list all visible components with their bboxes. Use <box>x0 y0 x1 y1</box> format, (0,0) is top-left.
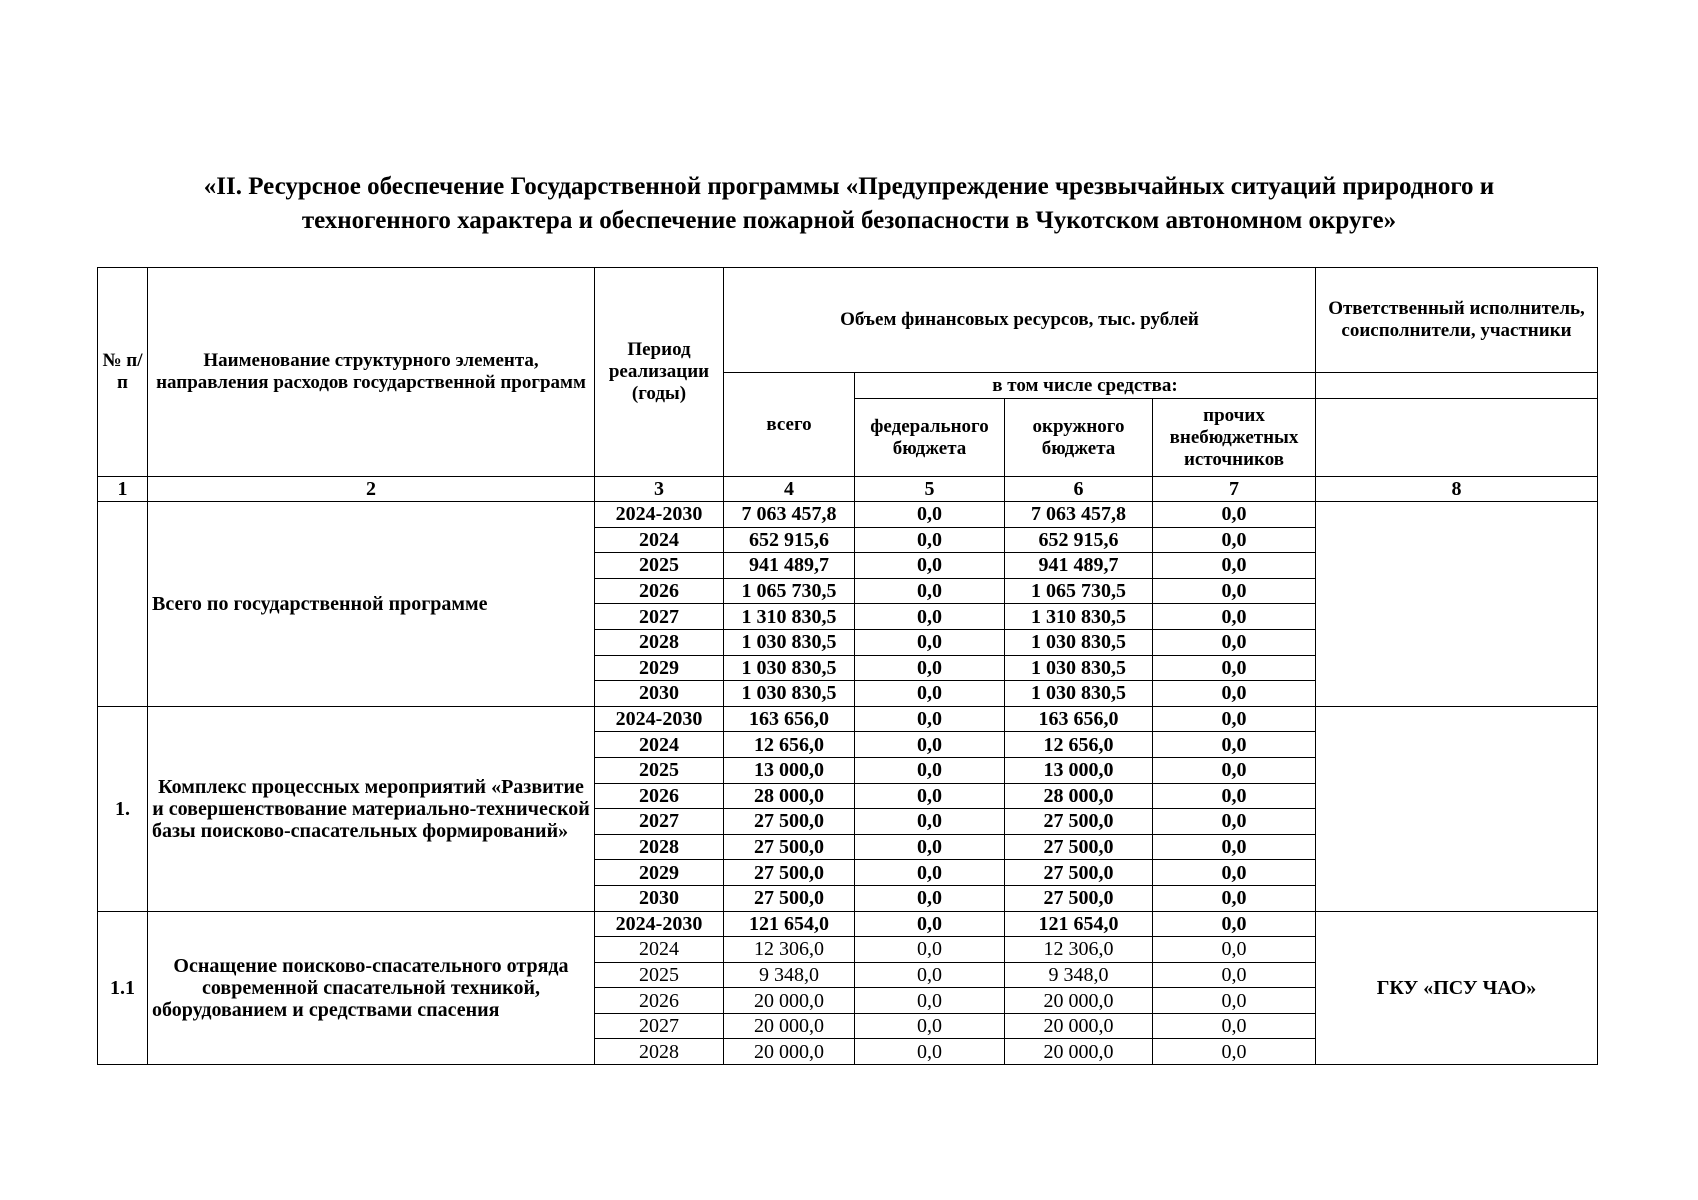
total-cell: 27 500,0 <box>724 860 855 886</box>
table-row <box>98 502 1598 528</box>
row-index: 1. <box>98 706 148 911</box>
federal-cell: 0,0 <box>855 553 1005 579</box>
col-number: 7 <box>1153 477 1316 502</box>
district-cell: 1 030 830,5 <box>1005 629 1153 655</box>
document-title <box>60 170 1638 238</box>
district-cell: 12 306,0 <box>1005 937 1153 963</box>
column-numbers-row <box>98 477 1598 502</box>
period-cell: 2025 <box>595 962 724 988</box>
other-cell: 0,0 <box>1153 629 1316 655</box>
total-cell: 163 656,0 <box>724 706 855 732</box>
federal-cell: 0,0 <box>855 578 1005 604</box>
col-number: 3 <box>595 477 724 502</box>
period-cell: 2024 <box>595 937 724 963</box>
col-number: 1 <box>98 477 148 502</box>
district-cell: 12 656,0 <box>1005 732 1153 758</box>
table-row <box>98 911 1598 937</box>
period-cell: 2027 <box>595 1013 724 1039</box>
period-cell: 2029 <box>595 655 724 681</box>
district-cell: 27 500,0 <box>1005 860 1153 886</box>
title-line-2: техногенного характера и обеспечение пожарной безопасности в Чукотском автономном округе» <box>301 207 1397 234</box>
period-cell: 2030 <box>595 885 724 911</box>
other-cell: 0,0 <box>1153 527 1316 553</box>
total-cell: 9 348,0 <box>724 962 855 988</box>
other-cell: 0,0 <box>1153 783 1316 809</box>
header-district: окружного бюджета <box>1005 399 1153 477</box>
federal-cell: 0,0 <box>855 502 1005 528</box>
other-cell: 0,0 <box>1153 578 1316 604</box>
other-cell: 0,0 <box>1153 911 1316 937</box>
federal-cell: 0,0 <box>855 809 1005 835</box>
other-cell: 0,0 <box>1153 655 1316 681</box>
period-cell: 2024 <box>595 527 724 553</box>
header-responsible: Ответственный исполнитель, соисполнители, участники <box>1316 268 1598 373</box>
federal-cell: 0,0 <box>855 1039 1005 1065</box>
federal-cell: 0,0 <box>855 937 1005 963</box>
other-cell: 0,0 <box>1153 809 1316 835</box>
other-cell: 0,0 <box>1153 962 1316 988</box>
district-cell: 7 063 457,8 <box>1005 502 1153 528</box>
other-cell: 0,0 <box>1153 885 1316 911</box>
period-cell: 2025 <box>595 553 724 579</box>
district-cell: 28 000,0 <box>1005 783 1153 809</box>
period-cell: 2026 <box>595 988 724 1014</box>
header-including: в том числе средства: <box>855 373 1316 399</box>
other-cell: 0,0 <box>1153 553 1316 579</box>
federal-cell: 0,0 <box>855 629 1005 655</box>
total-cell: 12 656,0 <box>724 732 855 758</box>
district-cell: 163 656,0 <box>1005 706 1153 732</box>
other-cell: 0,0 <box>1153 706 1316 732</box>
total-cell: 1 310 830,5 <box>724 604 855 630</box>
element-name: Оснащение поисково-спасательного отряда современной спасательной техникой, оборудованием и средствами спасения <box>148 911 595 1065</box>
federal-cell: 0,0 <box>855 885 1005 911</box>
responsible-executor <box>1316 502 1598 707</box>
col-number: 2 <box>148 477 595 502</box>
header-period: Период реализации (годы) <box>595 268 724 477</box>
total-cell: 20 000,0 <box>724 1039 855 1065</box>
total-cell: 652 915,6 <box>724 527 855 553</box>
period-cell: 2026 <box>595 578 724 604</box>
total-cell: 12 306,0 <box>724 937 855 963</box>
total-cell: 1 030 830,5 <box>724 681 855 707</box>
federal-cell: 0,0 <box>855 732 1005 758</box>
resource-table <box>97 267 1598 1065</box>
other-cell: 0,0 <box>1153 937 1316 963</box>
total-cell: 27 500,0 <box>724 885 855 911</box>
period-cell: 2026 <box>595 783 724 809</box>
total-cell: 941 489,7 <box>724 553 855 579</box>
other-cell: 0,0 <box>1153 681 1316 707</box>
period-cell: 2025 <box>595 757 724 783</box>
other-cell: 0,0 <box>1153 1013 1316 1039</box>
district-cell: 9 348,0 <box>1005 962 1153 988</box>
district-cell: 27 500,0 <box>1005 885 1153 911</box>
district-cell: 652 915,6 <box>1005 527 1153 553</box>
federal-cell: 0,0 <box>855 655 1005 681</box>
district-cell: 20 000,0 <box>1005 988 1153 1014</box>
federal-cell: 0,0 <box>855 962 1005 988</box>
col-number: 4 <box>724 477 855 502</box>
other-cell: 0,0 <box>1153 604 1316 630</box>
responsible-executor <box>1316 706 1598 911</box>
other-cell: 0,0 <box>1153 860 1316 886</box>
other-cell: 0,0 <box>1153 502 1316 528</box>
header-name: Наименование структурного элемента, направления расходов государственной программ <box>148 268 595 477</box>
header-federal: федерального бюджета <box>855 399 1005 477</box>
row-index: 1.1 <box>98 911 148 1065</box>
total-cell: 20 000,0 <box>724 1013 855 1039</box>
period-cell: 2024 <box>595 732 724 758</box>
period-cell: 2027 <box>595 604 724 630</box>
row-index <box>98 502 148 707</box>
other-cell: 0,0 <box>1153 988 1316 1014</box>
federal-cell: 0,0 <box>855 757 1005 783</box>
element-name: Всего по государственной программе <box>148 502 595 707</box>
col-number: 5 <box>855 477 1005 502</box>
federal-cell: 0,0 <box>855 988 1005 1014</box>
total-cell: 27 500,0 <box>724 834 855 860</box>
total-cell: 1 065 730,5 <box>724 578 855 604</box>
district-cell: 27 500,0 <box>1005 834 1153 860</box>
total-cell: 7 063 457,8 <box>724 502 855 528</box>
period-cell: 2030 <box>595 681 724 707</box>
federal-cell: 0,0 <box>855 527 1005 553</box>
district-cell: 20 000,0 <box>1005 1039 1153 1065</box>
district-cell: 941 489,7 <box>1005 553 1153 579</box>
title-line-1: «II. Ресурсное обеспечение Государственной программы «Предупреждение чрезвычайных ситуаций природного и <box>203 173 1495 200</box>
federal-cell: 0,0 <box>855 783 1005 809</box>
federal-cell: 0,0 <box>855 681 1005 707</box>
total-cell: 13 000,0 <box>724 757 855 783</box>
col-number: 6 <box>1005 477 1153 502</box>
district-cell: 20 000,0 <box>1005 1013 1153 1039</box>
header-total: всего <box>724 373 855 477</box>
period-cell: 2028 <box>595 1039 724 1065</box>
total-cell: 20 000,0 <box>724 988 855 1014</box>
other-cell: 0,0 <box>1153 757 1316 783</box>
federal-cell: 0,0 <box>855 604 1005 630</box>
responsible-executor: ГКУ «ПСУ ЧАО» <box>1316 911 1598 1065</box>
total-cell: 121 654,0 <box>724 911 855 937</box>
federal-cell: 0,0 <box>855 911 1005 937</box>
header-other: прочих внебюджетных источников <box>1153 399 1316 477</box>
period-cell: 2024-2030 <box>595 502 724 528</box>
period-cell: 2028 <box>595 834 724 860</box>
header-volume: Объем финансовых ресурсов, тыс. рублей <box>724 268 1316 373</box>
period-cell: 2024-2030 <box>595 706 724 732</box>
federal-cell: 0,0 <box>855 1013 1005 1039</box>
district-cell: 1 030 830,5 <box>1005 681 1153 707</box>
district-cell: 13 000,0 <box>1005 757 1153 783</box>
district-cell: 27 500,0 <box>1005 809 1153 835</box>
other-cell: 0,0 <box>1153 1039 1316 1065</box>
district-cell: 1 030 830,5 <box>1005 655 1153 681</box>
table-row <box>98 706 1598 732</box>
period-cell: 2028 <box>595 629 724 655</box>
element-name: Комплекс процессных мероприятий «Развитие и совершенствование материально-технической базы поисково-спасательных формирований» <box>148 706 595 911</box>
district-cell: 1 065 730,5 <box>1005 578 1153 604</box>
header-responsible-empty-1 <box>1316 373 1598 399</box>
district-cell: 121 654,0 <box>1005 911 1153 937</box>
other-cell: 0,0 <box>1153 834 1316 860</box>
period-cell: 2029 <box>595 860 724 886</box>
header-responsible-empty-2 <box>1316 399 1598 477</box>
header-num: № п/п <box>98 268 148 477</box>
period-cell: 2024-2030 <box>595 911 724 937</box>
total-cell: 28 000,0 <box>724 783 855 809</box>
federal-cell: 0,0 <box>855 860 1005 886</box>
period-cell: 2027 <box>595 809 724 835</box>
col-number: 8 <box>1316 477 1598 502</box>
total-cell: 1 030 830,5 <box>724 629 855 655</box>
federal-cell: 0,0 <box>855 706 1005 732</box>
total-cell: 1 030 830,5 <box>724 655 855 681</box>
total-cell: 27 500,0 <box>724 809 855 835</box>
district-cell: 1 310 830,5 <box>1005 604 1153 630</box>
federal-cell: 0,0 <box>855 834 1005 860</box>
other-cell: 0,0 <box>1153 732 1316 758</box>
